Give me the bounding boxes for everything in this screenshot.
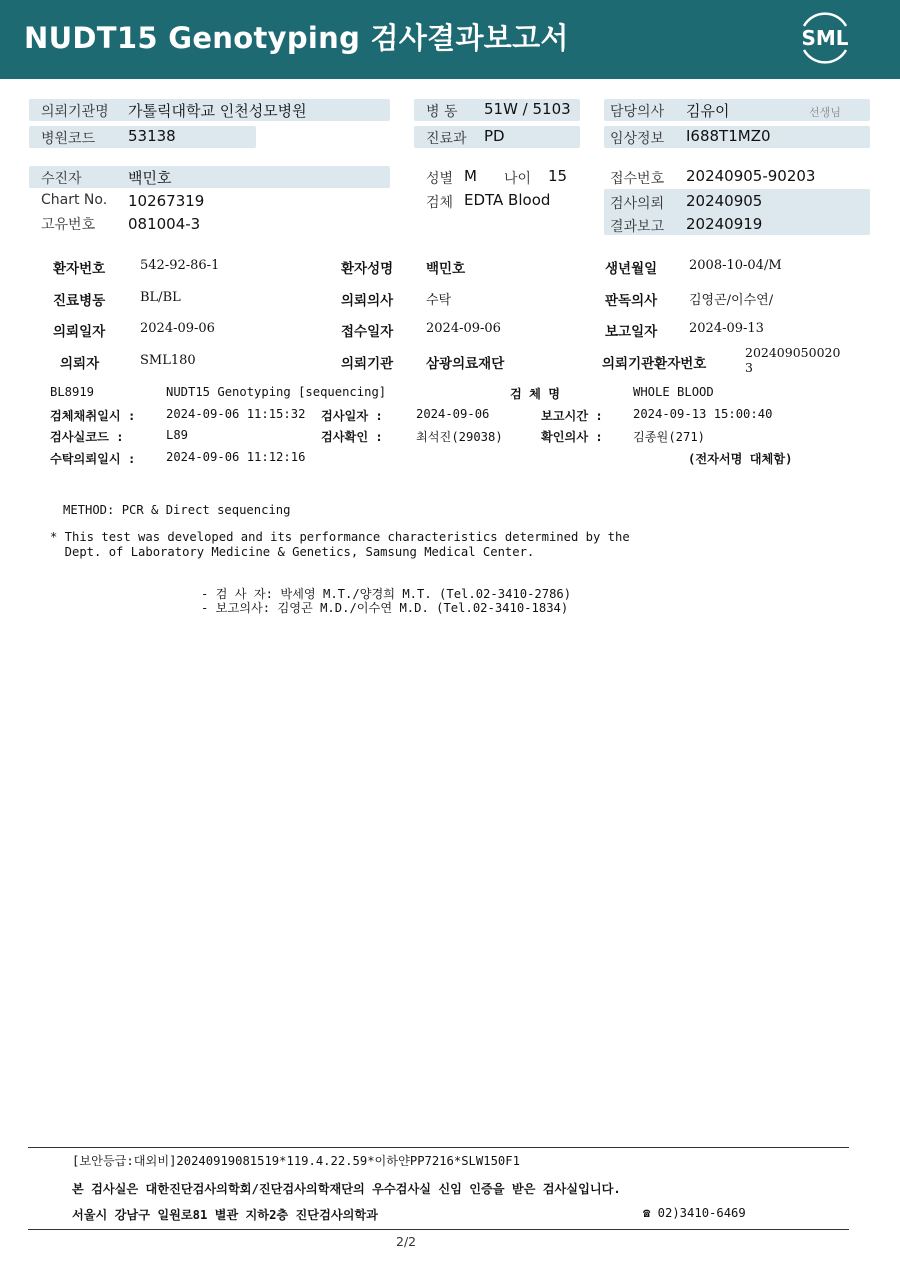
testdate-value: 2024-09-06 [416, 407, 490, 421]
chart-value: 10267319 [128, 192, 205, 210]
patient-value: 백민호 [128, 169, 172, 187]
report-title: NUDT15 Genotyping 검사결과보고서 [24, 21, 569, 55]
institution-value: 가톨릭대학교 인천성모병원 [128, 102, 307, 120]
page-number: 2/2 [396, 1234, 417, 1249]
detail-value-cont: 3 [745, 360, 753, 375]
specimen-label: 검체 [426, 195, 454, 211]
detail-label: 환자번호 [53, 261, 106, 277]
detail-value: 삼광의료재단 [426, 356, 505, 372]
test-name: NUDT15 Genotyping [sequencing] [166, 385, 387, 399]
test-specimen-value: WHOLE BLOOD [633, 385, 714, 399]
detail-value: 2024-09-06 [426, 321, 501, 336]
report-header [0, 0, 900, 79]
detail-label: 의뢰기관 [341, 356, 394, 372]
sex-label: 성별 [426, 171, 454, 187]
detail-label: 의뢰기관환자번호 [602, 356, 707, 372]
detail-label: 판독의사 [605, 293, 658, 309]
test-specimen-label: 검 체 명 [510, 387, 560, 401]
report-value: 20240919 [686, 215, 763, 233]
detail-label: 생년월일 [605, 261, 658, 277]
detail-value: 수탁 [426, 293, 452, 308]
sml-logo [796, 12, 854, 64]
institution-label: 의뢰기관명 [41, 104, 109, 120]
age-label: 나이 [504, 171, 532, 187]
chart-label: Chart No. [41, 192, 108, 208]
note-line-1: * This test was developed and its performance characteristics determined by the [50, 530, 630, 544]
hospcode-label: 병원코드 [41, 131, 96, 147]
detail-value: SML180 [140, 353, 196, 368]
patient-label: 수진자 [41, 171, 82, 187]
clinical-value: I688T1MZ0 [686, 127, 771, 145]
detail-label: 의뢰자 [60, 356, 100, 372]
ward-value: 51W / 5103 [484, 100, 571, 118]
collect-label: 검체채취일시 : [50, 409, 136, 423]
detail-label: 의뢰일자 [53, 324, 106, 340]
hospcode-value: 53138 [128, 127, 176, 145]
collect-value: 2024-09-06 11:15:32 [166, 407, 306, 421]
detail-label: 의뢰의사 [341, 293, 394, 309]
dept-label: 진료과 [426, 131, 467, 147]
age-value: 15 [548, 167, 568, 185]
logo-text: SML [801, 26, 849, 50]
security-line: [보안등급:대외비]20240919081519*119.4.22.59*이하얀PP7216*SLW150F1 [72, 1154, 520, 1168]
doctor-label: 담당의사 [610, 104, 665, 120]
detail-label: 진료병동 [53, 293, 106, 309]
phone-line: ☎ 02)3410-6469 [643, 1206, 746, 1220]
testdate-label: 검사일자 : [321, 409, 383, 423]
patient-pill [29, 166, 390, 188]
detail-label: 접수일자 [341, 324, 394, 340]
verifier-label: 확인의사 : [541, 430, 603, 444]
footer-rule-bottom [28, 1229, 849, 1230]
detail-value: 백민호 [426, 261, 466, 277]
address-line: 서울시 강남구 일원로81 별관 지하2층 진단검사의학과 [72, 1208, 378, 1222]
labcode-value: L89 [166, 428, 189, 442]
detail-label: 환자성명 [341, 261, 394, 277]
doctor-suffix: 선생님 [809, 106, 841, 119]
confirm-value: 최석진(29038) [416, 430, 503, 444]
reporter-line: - 보고의사: 김영곤 M.D./이수연 M.D. (Tel.02-3410-1834) [201, 601, 569, 615]
ward-label: 병 동 [426, 104, 458, 120]
confirm-label: 검사확인 : [321, 430, 383, 444]
detail-value: 202409050020 [745, 345, 841, 360]
uid-value: 081004-3 [128, 215, 201, 233]
sex-value: M [464, 167, 477, 185]
detail-value: BL/BL [140, 290, 181, 305]
tester-line: - 검 사 자: 박세영 M.T./양경희 M.T. (Tel.02-3410-2786) [201, 587, 572, 601]
doctor-value: 김유이 [686, 102, 730, 120]
detail-value: 2008-10-04/M [689, 258, 782, 273]
reporttime-label: 보고시간 : [541, 409, 603, 423]
footer-rule-top [28, 1147, 849, 1148]
test-code: BL8919 [50, 385, 95, 399]
detail-value: 542-92-86-1 [140, 258, 220, 273]
detail-label: 보고일자 [605, 324, 658, 340]
certification-line: 본 검사실은 대한진단검사의학회/진단검사의학재단의 우수검사실 신임 인증을 받은 검사실입니다. [72, 1182, 621, 1196]
clinical-label: 임상정보 [610, 131, 665, 147]
receipt-value: 20240905-90203 [686, 167, 816, 185]
method-text: METHOD: PCR & Direct sequencing [63, 503, 291, 517]
receive-value: 2024-09-06 11:12:16 [166, 450, 306, 464]
detail-value: 2024-09-06 [140, 321, 215, 336]
uid-label: 고유번호 [41, 217, 96, 233]
detail-value: 2024-09-13 [689, 321, 764, 336]
verifier-value: 김종원(271) [633, 430, 706, 444]
specimen-value: EDTA Blood [464, 191, 551, 209]
esign-note: (전자서명 대체함) [688, 452, 793, 466]
receive-label: 수탁의뢰일시 : [50, 452, 136, 466]
reporttime-value: 2024-09-13 15:00:40 [633, 407, 773, 421]
labcode-label: 검사실코드 : [50, 430, 124, 444]
dept-value: PD [484, 127, 505, 145]
receipt-label: 접수번호 [610, 171, 665, 187]
note-line-2: Dept. of Laboratory Medicine & Genetics, Samsung Medical Center. [50, 545, 535, 559]
detail-value: 김영곤/이수연/ [689, 293, 774, 308]
report-label: 결과보고 [610, 219, 665, 235]
request-label: 검사의뢰 [610, 196, 665, 212]
request-value: 20240905 [686, 192, 763, 210]
